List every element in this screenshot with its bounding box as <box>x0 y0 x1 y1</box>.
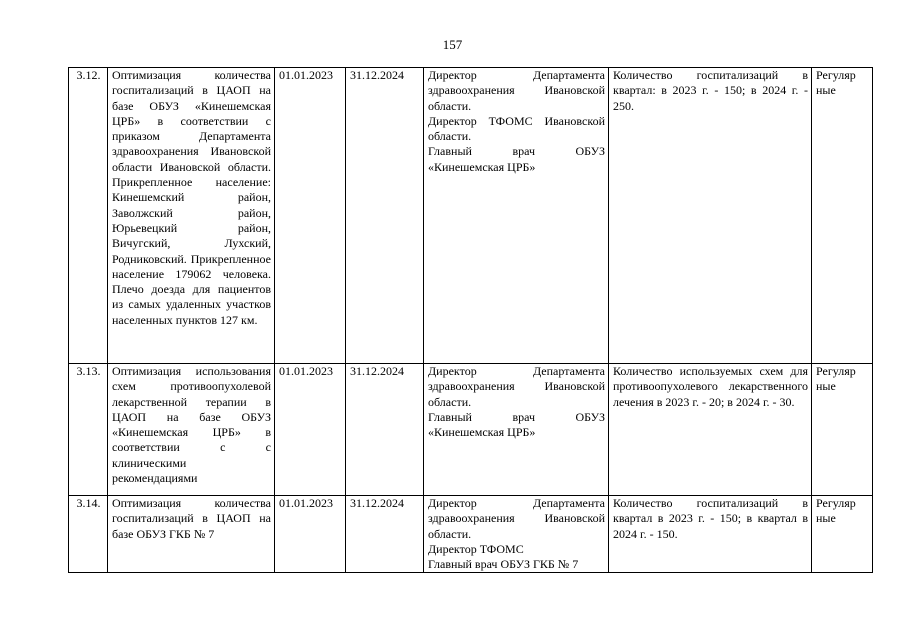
item-number: 3.13. <box>69 364 108 496</box>
responsible-line: Директор ТФОМС Ивановской области. <box>428 113 605 144</box>
responsible-line: Директор Департамента здравоохранения Ивановской области. <box>428 364 605 409</box>
responsible-line: Главный врач ОБУЗ «Кинешемская ЦРБ» <box>428 144 605 174</box>
measures-table <box>68 67 873 573</box>
result-cell <box>609 364 812 496</box>
page-number: 157 <box>442 37 463 52</box>
responsible-line: Главный врач ОБУЗ ГКБ № 7 <box>428 557 579 572</box>
activity-cell <box>108 496 275 573</box>
frequency-text: Регуляр ные <box>816 496 856 526</box>
frequency-text: Регуляр ные <box>816 364 856 394</box>
table-row <box>69 68 873 364</box>
activity-text: Оптимизация количества госпитализаций в ЦАОП на базе ОБУЗ ГКБ № 7 <box>112 496 271 541</box>
activity-cell <box>108 68 275 364</box>
result-text: Количество госпитализаций в квартал: в 2023 г. - 150; в 2024 г. - 250. <box>613 68 808 113</box>
activity-text: Оптимизация использования схем противоопухолевой лекарственной терапии в ЦАОП на базе ОБУЗ «Кинешемская ЦРБ» в соответствии с с клиническими рекомендациями <box>112 364 271 486</box>
start-date: 01.01.2023 <box>275 496 346 573</box>
table-row <box>69 364 873 496</box>
responsible-cell <box>424 364 609 496</box>
frequency-cell <box>812 364 873 496</box>
result-cell <box>609 496 812 573</box>
end-date: 31.12.2024 <box>346 364 424 496</box>
item-number: 3.12. <box>69 68 108 364</box>
frequency-cell <box>812 496 873 573</box>
responsible-cell <box>424 496 609 573</box>
end-date: 31.12.2024 <box>346 496 424 573</box>
frequency-text: Регуляр ные <box>816 68 856 98</box>
item-number: 3.14. <box>69 496 108 573</box>
activity-cell <box>108 364 275 496</box>
responsible-cell <box>424 68 609 364</box>
start-date: 01.01.2023 <box>275 68 346 364</box>
result-text: Количество госпитализаций в квартал в 2023 г. - 150; в квартал в 2024 г. - 150. <box>613 496 808 541</box>
responsible-line: Главный врач ОБУЗ «Кинешемская ЦРБ» <box>428 409 605 440</box>
responsible-line: Директор ТФОМС <box>428 541 524 556</box>
end-date: 31.12.2024 <box>346 68 424 364</box>
result-text: Количество используемых схем для противоопухолевого лекарственного лечения в 2023 г. - 20; в 2024 г. - 30. <box>613 364 808 409</box>
responsible-line: Директор Департамента здравоохранения Ивановской области. <box>428 496 605 541</box>
result-cell <box>609 68 812 364</box>
start-date: 01.01.2023 <box>275 364 346 496</box>
table-row <box>69 496 873 573</box>
frequency-cell <box>812 68 873 364</box>
responsible-line: Директор Департамента здравоохранения Ивановской области. <box>428 68 605 113</box>
activity-text: Оптимизация количества госпитализаций в ЦАОП на базе ОБУЗ «Кинешемская ЦРБ» в соответствии с приказом Департамента здравоохранения Ивановской области Ивановской области. Прикрепленное население: Кинешемский район, Заволжский район, Юрьевецкий район, Вичугский, Лухский, Родниковский. Прикрепленное население 179062 человека. Плечо доезда для пациентов из самых удаленных участков населенных пунктов 127 км. <box>112 68 271 327</box>
